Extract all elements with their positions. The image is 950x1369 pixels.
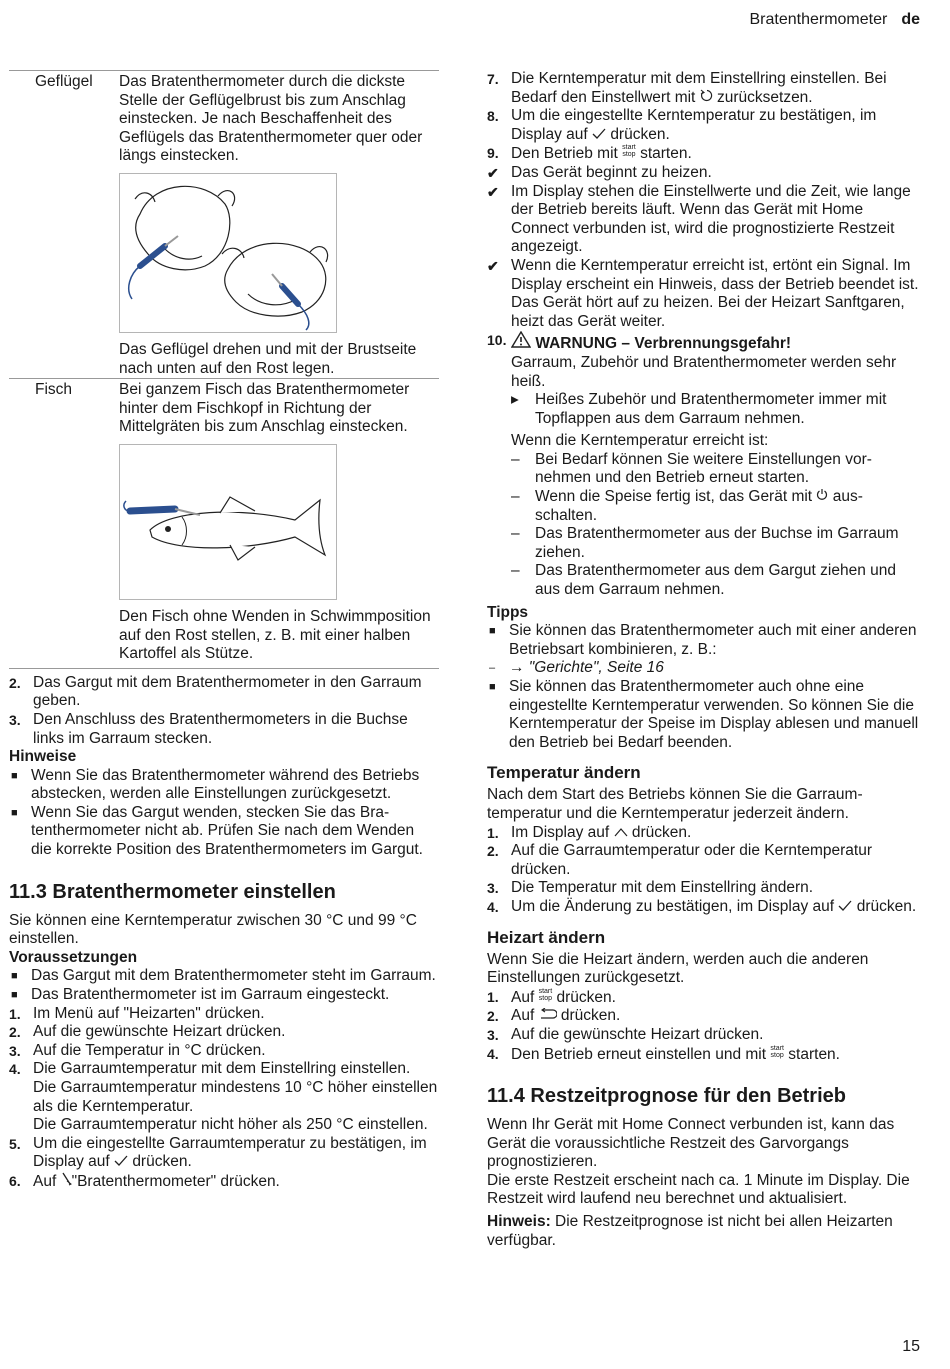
warning-title: WARNUNG – Verbrennungsgefahr!	[535, 335, 792, 353]
section-title: 11.4 Restzeitprognose für den Betrieb	[487, 1085, 846, 1108]
list-item: – → "Gerichte", Seite 16	[487, 659, 919, 678]
chevron-up-icon	[614, 824, 628, 843]
table-description	[119, 71, 439, 378]
square-bullet-icon: ■	[489, 625, 496, 638]
reset-icon	[700, 89, 713, 108]
subsection-intro: Nach dem Start des Betriebs können Sie die Garraumtemperatur und die Kerntemperatur jederzeit ändern.	[487, 786, 863, 822]
step-item: 2. Das Gargut mit dem Bratenthermometer in den Garraum geben.	[9, 673, 422, 710]
square-bullet-icon: ■	[11, 989, 18, 1002]
start-stop-icon: start stop	[770, 1044, 784, 1059]
note-text: Die Restzeitprognose ist nicht bei allen Heizarten verfügbar.	[487, 1213, 893, 1249]
check-icon	[114, 1153, 128, 1172]
list-item: – Das Bratenthermometer aus der Buchse im Garraum ziehen.	[511, 525, 899, 561]
table-row-poultry	[9, 70, 439, 378]
step-item: 8. Um die eingestellte Kerntemperatur zu bestätigen, im Display auf drücken.	[487, 107, 877, 143]
fish-illustration	[119, 444, 337, 600]
step-item: 5. Um die eingestellte Garraumtemperatur zu bestätigen, im Display auf drücken.	[9, 1134, 427, 1171]
check-icon	[592, 126, 606, 145]
note-paragraph	[487, 1213, 919, 1250]
square-bullet-icon: ■	[11, 769, 18, 782]
prerequisites-heading: Voraussetzungen	[9, 948, 138, 966]
start-stop-icon: start stop	[538, 987, 553, 1002]
check-icon: ✔	[487, 164, 499, 181]
table-text: Bei ganzem Fisch das Bratenthermometer hinter dem Fischkopf in Richtung der Mittelgräten bis zum Anschlag einstecken.	[119, 381, 410, 436]
step-note: Die Garraumtemperatur nicht höher als 250 °C einstellen.	[33, 1116, 428, 1134]
list-item: – Wenn die Speise fertig ist, das Gerät mit ausschalten.	[511, 488, 863, 524]
arrow-right-icon: ▸	[511, 391, 519, 409]
header-title: Bratenthermometer	[749, 11, 888, 28]
step-item: 1. Auf start stop drücken.	[487, 987, 616, 1006]
list-item: ■ Sie können das Bratenthermometer auch mit einer anderen Betriebsart kombinieren, z. B.:	[489, 622, 917, 658]
step-item: 3. Den Anschluss des Bratenthermometers in die Buchse links im Garraum stecken.	[9, 710, 408, 747]
poultry-illustration	[119, 173, 337, 333]
step-item: 9. Den Betrieb mit start stop starten.	[487, 144, 692, 163]
step-item: 4. Um die Änderung zu bestätigen, im Display auf drücken.	[487, 897, 917, 915]
page-header	[749, 11, 920, 30]
square-bullet-icon: ■	[11, 806, 18, 819]
meat-probe-icon	[61, 1172, 72, 1192]
table-text-after: Den Fisch ohne Wenden in Schwimmposition auf den Rost stellen, z. B. mit einer halben Kartoffel als Stütze.	[119, 607, 431, 663]
step-item: 6. Auf "Bratenthermometer" drücken.	[9, 1172, 280, 1190]
left-column	[9, 70, 439, 1192]
list-item: ■ Das Bratenthermometer ist im Garraum eingesteckt.	[11, 986, 390, 1004]
reached-heading: Wenn die Kerntemperatur erreicht ist:	[511, 432, 769, 450]
check-icon: ✔	[487, 257, 499, 274]
check-icon: ✔	[487, 183, 499, 200]
step-item: 3. Auf die gewünschte Heizart drücken.	[487, 1025, 764, 1043]
section-title: 11.3 Bratenthermometer einstellen	[9, 880, 336, 903]
header-language: de	[901, 11, 920, 28]
result-item: ✔ Im Display stehen die Einstellwerte und die Zeit, wie lange der Betrieb bereits läuft. Wenn das Gerät mit Home Connect verbunden ist, wird die prognostizierte Restzeit angezeigt.	[487, 182, 911, 256]
dash-icon: –	[511, 488, 520, 506]
step-item: 1. Im Display auf drücken.	[487, 823, 692, 841]
table-text: Das Bratenthermometer durch die dickste Stelle der Geflügelbrust bis zum Anschlag einstecken. Je nach Beschaffenheit des Geflügels das Bratenthermometer quer oder längs einstecken.	[119, 73, 423, 165]
step-item: 3. Die Temperatur mit dem Einstellring ändern.	[487, 879, 814, 897]
list-item: – Das Bratenthermometer aus dem Gargut ziehen und aus dem Garraum nehmen.	[511, 562, 896, 599]
square-bullet-icon: ■	[489, 681, 496, 693]
result-item: ✔ Das Gerät beginnt zu heizen.	[487, 163, 712, 181]
table-text-after: Das Geflügel drehen und mit der Brustseite nach unten auf den Rost legen.	[119, 340, 417, 377]
table-term: Geflügel	[35, 73, 93, 90]
step-item: 7. Die Kerntemperatur mit dem Einstellring einstellen. Bei Bedarf den Einstellwert mit zurücksetzen.	[487, 70, 887, 106]
table-row-fish	[9, 378, 439, 664]
cross-reference-link[interactable]: → "Gerichte", Seite 16	[509, 659, 664, 677]
back-icon	[539, 1007, 557, 1026]
list-item: – Bei Bedarf können Sie weitere Einstellungen vornehmen und den Betrieb erneut starten.	[511, 450, 872, 487]
table-term: Fisch	[35, 381, 73, 399]
subsection-title: Temperatur ändern	[487, 763, 641, 783]
warning-text: Garraum, Zubehör und Bratenthermometer werden sehr heiß.	[511, 353, 897, 390]
tips-heading: Tipps	[487, 603, 529, 621]
list-item: ■ Sie können das Bratenthermometer auch ohne eine eingestellte Kerntemperatur verwenden. So können Sie die Kerntemperatur der Speise im Display ablesen und manuell den Betrieb bei Bedarf beenden.	[489, 678, 919, 751]
step-item: 2. Auf die Garraumtemperatur oder die Kerntemperatur drücken.	[487, 842, 872, 878]
paragraph: Die erste Restzeit erscheint nach ca. 1 Minute im Display. Die Restzeit wird laufend neu berechnet und aktualisiert.	[487, 1171, 910, 1208]
page-number: 15	[902, 1338, 920, 1356]
table-bottom-rule	[9, 668, 439, 669]
step-item: 4. Den Betrieb erneut einstellen und mit start stop starten.	[487, 1044, 840, 1063]
step-item: 2. Auf die gewünschte Heizart drücken.	[9, 1023, 286, 1041]
check-icon	[838, 898, 852, 917]
dash-icon: –	[511, 525, 520, 543]
warning-action: ▸ Heißes Zubehör und Bratenthermometer immer mit Topflappen aus dem Garraum nehmen.	[511, 391, 887, 427]
steps-list	[9, 674, 439, 748]
warning-triangle-icon	[511, 331, 531, 354]
dash-icon: –	[511, 562, 520, 580]
notes-heading: Hinweise	[9, 748, 77, 766]
right-column	[487, 70, 919, 1250]
step-item: 2. Auf drücken.	[487, 1007, 621, 1025]
step-item: 3. Auf die Temperatur in °C drücken.	[9, 1041, 266, 1059]
step-item: 4. Die Garraumtemperatur mit dem Einstellring einstellen.	[9, 1060, 411, 1078]
result-item: ✔ Wenn die Kerntemperatur erreicht ist, ertönt ein Signal. Im Display erscheint ein Hinweis, dass der Betrieb beendet ist. Das Gerät hört auf zu heizen. Bei der Heizart Sanftgaren, heizt das Gerät weiter.	[487, 256, 919, 330]
table-description	[119, 379, 439, 664]
list-item: ■ Wenn Sie das Bratenthermometer während des Betriebs abstecken, werden alle Einstellungen zurückgesetzt.	[11, 766, 420, 803]
paragraph: Wenn Ihr Gerät mit Home Connect verbunden ist, kann das Gerät die voraussichtliche Restzeit des Garvorgangs prognostizieren.	[487, 1116, 895, 1171]
section-intro: Sie können eine Kerntemperatur zwischen 30 °C und 99 °C einstellen.	[9, 911, 417, 948]
subsection-title: Heizart ändern	[487, 927, 606, 947]
dash-icon: –	[511, 450, 520, 468]
list-item: ■ Das Gargut mit dem Bratenthermometer steht im Garraum.	[11, 967, 436, 985]
list-item: ■ Wenn Sie das Gargut wenden, stecken Sie das Bratenthermometer nicht ab. Prüfen Sie nach dem Wenden die korrekte Position des Bratenthermometers im Gargut.	[11, 803, 423, 859]
step-item: 1. Im Menü auf "Heizarten" drücken.	[9, 1004, 265, 1022]
step-note: Die Garraumtemperatur mindestens 10 °C höher einstellen als die Kerntemperatur.	[33, 1079, 438, 1115]
note-label: Hinweis:	[487, 1213, 551, 1231]
step-item-warning: 10. WARNUNG – Verbrennungsgefahr! Garraum, Zubehör und Bratenthermometer werden sehr heiß.	[487, 332, 897, 390]
power-icon	[816, 488, 828, 507]
subsection-intro: Wenn Sie die Heizart ändern, werden auch die anderen Einstellungen zurückgesetzt.	[487, 950, 869, 987]
square-bullet-icon: ■	[11, 970, 18, 983]
start-stop-icon: start stop	[622, 144, 636, 159]
